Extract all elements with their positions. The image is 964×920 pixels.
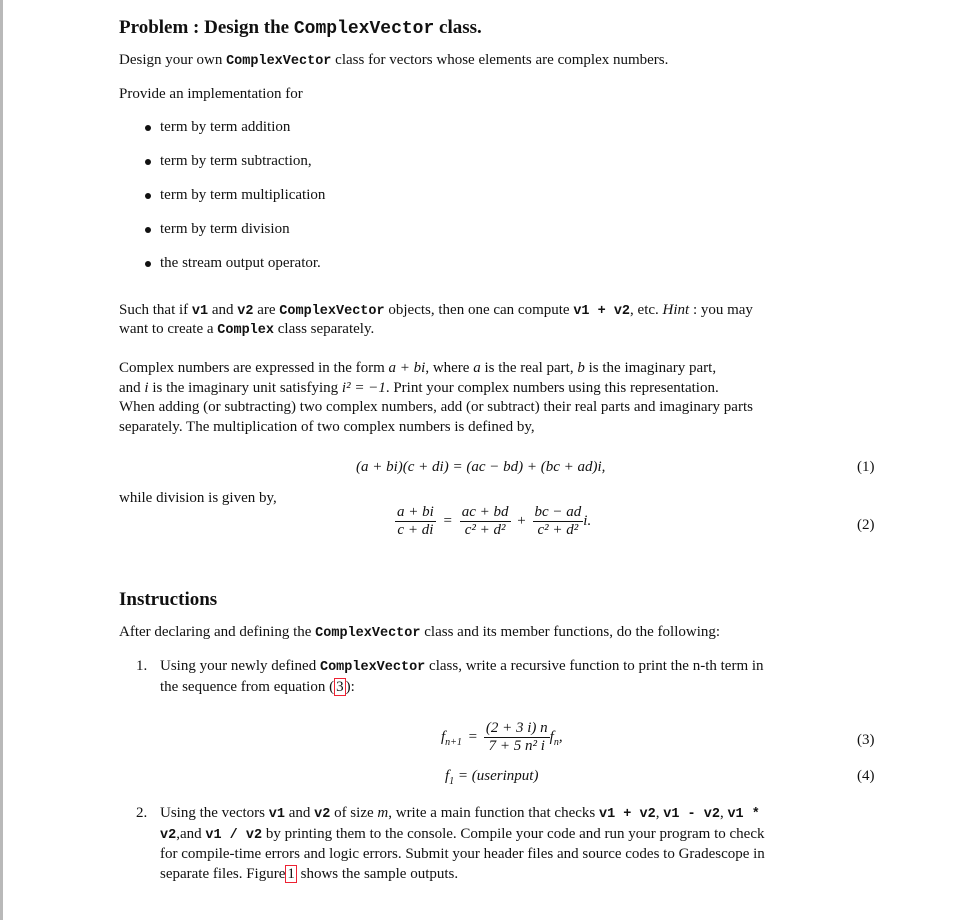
numerator: a + bi	[397, 504, 434, 520]
math-rhs: = (userinput)	[454, 768, 539, 784]
code-v1: v1	[268, 807, 285, 822]
fraction	[533, 504, 584, 539]
bullet-item: term by term division	[160, 221, 290, 237]
item-1-line-2	[160, 678, 876, 698]
math-var: m	[377, 805, 389, 821]
text: , etc.	[630, 302, 663, 318]
instructions-heading: Instructions	[119, 589, 218, 610]
equation-2	[395, 504, 591, 539]
numerator: ac + bd	[461, 504, 509, 520]
equation-1: (a + bi)(c + di) = (ac − bd) + (bc + ad)i,	[356, 459, 606, 475]
denominator: c² + d²	[464, 522, 506, 538]
code-v2: v2	[237, 304, 254, 319]
math-f: f	[445, 768, 450, 784]
text: . Print your complex numbers using this representation.	[385, 379, 719, 396]
bullet-item: term by term multiplication	[160, 187, 326, 203]
such-that-line-1	[119, 301, 876, 322]
text: objects, then one can compute	[384, 302, 574, 318]
code-expression: v1 + v2	[573, 304, 631, 319]
such-that-line-2	[119, 320, 374, 341]
code-complexvector: ComplexVector	[319, 660, 426, 675]
figure-reference-link[interactable]: 1	[287, 865, 295, 882]
fraction	[460, 504, 511, 539]
item-2-text	[160, 804, 876, 884]
math-form: a + bi	[388, 360, 426, 376]
text: ,and	[176, 825, 206, 842]
text: shows the sample outputs.	[296, 865, 459, 882]
item-2-line-4	[160, 865, 876, 885]
intro-text-b: class for vectors whose elements are complex numbers.	[331, 52, 669, 68]
denominator: c + di	[397, 522, 434, 538]
text: class and its member functions, do the following:	[420, 624, 721, 640]
bullet-dot	[145, 193, 151, 199]
equals: =	[443, 512, 453, 529]
comma: ,	[558, 728, 563, 745]
item-2-line-3: for compile-time errors and logic errors. Submit your header files and source codes to Gradescope in	[160, 846, 765, 862]
intro-text-a: Design your own	[119, 52, 227, 68]
fraction	[484, 720, 550, 755]
text: ,	[655, 805, 664, 821]
item-2-line-2	[160, 825, 876, 846]
code-expression: v1 / v2	[205, 827, 263, 843]
code-expression: v1 *	[727, 807, 760, 822]
fraction	[395, 504, 436, 539]
subscript: n	[553, 736, 559, 748]
problem-title	[119, 18, 482, 40]
bullet-dot	[145, 125, 151, 131]
equals: =	[468, 728, 478, 745]
text: Using the vectors	[160, 805, 269, 821]
bullet-dot	[145, 227, 151, 233]
item-2-line-1	[160, 804, 876, 825]
item-1-text	[160, 657, 876, 697]
math-f: f	[549, 728, 554, 745]
text: and	[284, 805, 315, 821]
code-v1: v1	[191, 304, 209, 319]
provide-line: Provide an implementation for	[119, 86, 303, 102]
numerator: bc − ad	[534, 504, 582, 520]
code-v2: v2	[314, 807, 331, 822]
code-complex: Complex	[217, 323, 274, 338]
text: ,	[719, 805, 728, 821]
complex-line-1	[119, 359, 876, 379]
hint-label: Hint	[662, 302, 690, 318]
intro-code: ComplexVector	[226, 54, 332, 69]
complex-line-4: separately. The multiplication of two complex numbers is defined by,	[119, 418, 535, 435]
complex-line-2	[119, 379, 876, 399]
complex-paragraph	[119, 359, 876, 437]
subscript: 1	[449, 776, 455, 787]
text: class separately.	[274, 321, 375, 337]
text: , where	[425, 360, 474, 376]
intro-paragraph	[119, 51, 668, 72]
code-v2: v2	[160, 827, 177, 843]
while-division-text: while division is given by,	[119, 490, 277, 506]
eq-tail: i.	[583, 512, 592, 529]
plus: +	[517, 512, 526, 529]
text: and	[119, 379, 145, 396]
equation-4-number: (4)	[857, 768, 875, 784]
title-suffix: class.	[434, 17, 482, 38]
equation-reference-link[interactable]: 3	[336, 678, 344, 695]
text: : you may	[689, 302, 753, 318]
item-1-line-1	[160, 657, 876, 678]
bullet-dot	[145, 261, 151, 267]
text: is the imaginary part,	[584, 360, 717, 376]
text: by printing them to the console. Compile your code and run your program to check	[262, 825, 765, 842]
text: of size	[330, 805, 378, 821]
math-var: a	[473, 360, 481, 376]
subscript: n+1	[445, 736, 462, 748]
text: want to create a	[119, 321, 218, 337]
text: class, write a recursive function to print the n-th term in	[425, 658, 764, 674]
math-var: i	[144, 379, 149, 396]
text: are	[253, 302, 280, 318]
bullet-item: the stream output operator.	[160, 255, 321, 271]
text: Such that if	[119, 302, 192, 318]
text: is the imaginary unit satisfying	[148, 379, 342, 396]
complex-line-3: When adding (or subtracting) two complex numbers, add (or subtract) their real parts and imaginary parts	[119, 399, 753, 415]
text: Complex numbers are expressed in the form	[119, 360, 389, 376]
text: (	[329, 678, 335, 695]
equation-1-number: (1)	[857, 459, 875, 475]
item-1-number: 1.	[136, 658, 148, 674]
text: After declaring and defining the	[119, 624, 316, 640]
bullet-item: term by term addition	[160, 119, 291, 135]
text: and	[208, 302, 238, 318]
title-text: Problem : Design the	[119, 17, 294, 38]
text: the sequence from equation	[160, 678, 330, 695]
text: is the real part,	[480, 360, 578, 376]
instructions-intro	[119, 623, 720, 644]
text: , write a main function that checks	[388, 805, 599, 821]
text: Using your newly defined	[160, 658, 320, 674]
code-expression: v1 + v2	[599, 807, 656, 822]
denominator: c² + d²	[537, 522, 579, 538]
title-code: ComplexVector	[293, 19, 435, 39]
denominator: 7 + 5 n² i	[488, 738, 545, 754]
equation-2-number: (2)	[857, 517, 875, 533]
code-complexvector: ComplexVector	[315, 626, 421, 641]
math-var: b	[577, 360, 585, 376]
equation-3	[441, 720, 563, 755]
code-complexvector: ComplexVector	[279, 304, 385, 319]
equation-3-number: (3)	[857, 732, 875, 748]
bullet-item: term by term subtraction,	[160, 153, 312, 169]
bullet-dot	[145, 159, 151, 165]
math-eq: i² = −1	[341, 379, 386, 396]
code-expression: v1 - v2	[663, 807, 720, 822]
text: separate files. Figure	[160, 865, 286, 882]
text: ):	[345, 678, 355, 695]
math-f: f	[441, 728, 446, 745]
numerator: (2 + 3 i) n	[485, 720, 548, 736]
item-2-number: 2.	[136, 805, 148, 821]
equation-4	[445, 767, 538, 792]
